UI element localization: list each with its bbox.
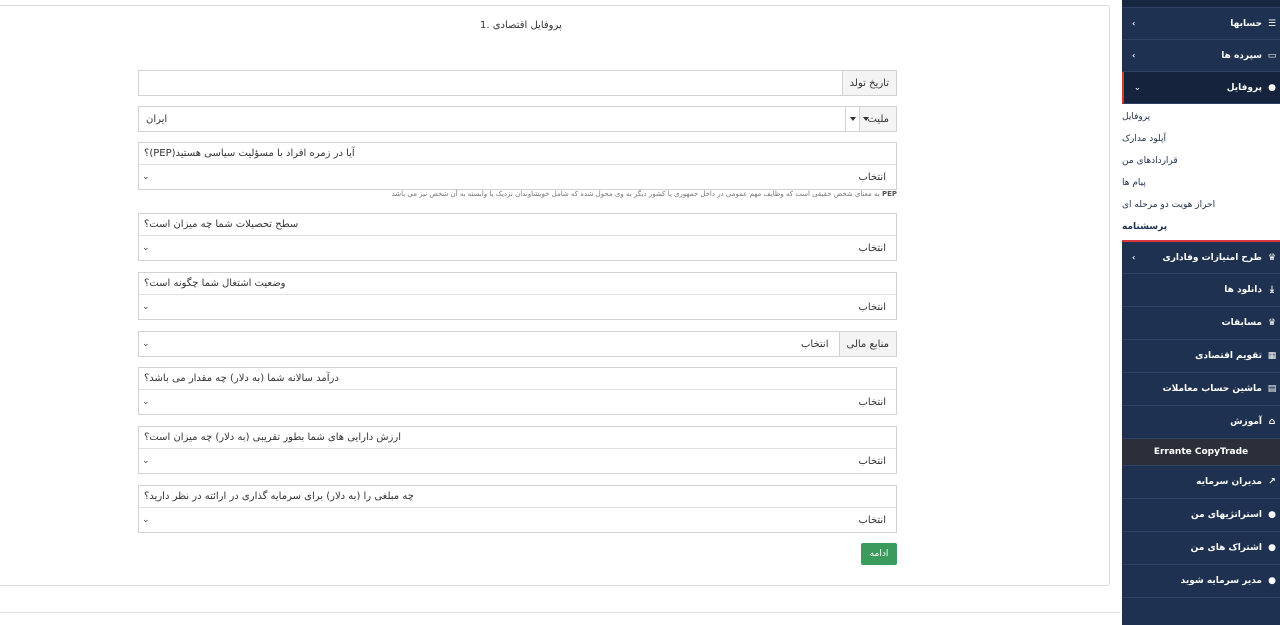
annual-income-question: درآمد سالانه شما (به دلار) چه مقدار می باشد؟ bbox=[139, 368, 896, 390]
nationality-caret-box[interactable] bbox=[845, 107, 861, 131]
chevron-down-icon: ⌄ bbox=[142, 456, 150, 466]
chevron-down-icon: ⌄ bbox=[142, 515, 150, 525]
financial-sources-group bbox=[138, 331, 897, 357]
trophy-icon: ♛ bbox=[1267, 252, 1277, 263]
sidebar-item-label: ماشین حساب معاملات bbox=[1162, 384, 1262, 394]
sidebar-item-money-managers[interactable] bbox=[1122, 466, 1280, 499]
caret-down-icon bbox=[850, 117, 856, 121]
employment-group bbox=[138, 272, 897, 320]
sidebar-item-label: حسابها bbox=[1230, 18, 1262, 29]
sidebar-item-my-strategies[interactable] bbox=[1122, 499, 1280, 532]
sidebar-item-label: مدیران سرمایه bbox=[1196, 477, 1262, 487]
sidebar-item-contests[interactable] bbox=[1122, 307, 1280, 340]
annual-income-value: انتخاب bbox=[858, 396, 886, 408]
assets-question: ارزش دارایی های شما بطور تقریبی (به دلار) چه میزان است؟ bbox=[139, 427, 896, 449]
pep-note: PEP به معنای شخص حقیقی است که وظایف مهم عمومی در داخل جمهوری یا کشور دیگر به وی محول شده که شامل خویشاوندان نزدیک یا وابسته به آن شخص نیز می باشد bbox=[391, 190, 897, 198]
submenu-item-messages[interactable]: پیام ها bbox=[1122, 178, 1146, 188]
assets-value: انتخاب bbox=[858, 455, 886, 467]
pep-question: ؟(PEP)آیا در زمره افراد با مسؤلیت سیاسی هستید bbox=[139, 143, 896, 165]
sidebar-item-profile[interactable] bbox=[1122, 72, 1280, 104]
divider bbox=[0, 612, 1121, 613]
sidebar-item-label: اشتراک های من bbox=[1190, 543, 1262, 553]
investment-select[interactable] bbox=[139, 508, 896, 532]
sidebar-item-deposits[interactable] bbox=[1122, 40, 1280, 72]
form-title: 1. پروفایل اقتصادی bbox=[480, 20, 562, 31]
employment-value: انتخاب bbox=[858, 301, 886, 313]
sidebar-item-my-subscriptions[interactable] bbox=[1122, 532, 1280, 565]
wallet-icon: ▭ bbox=[1267, 50, 1277, 61]
sidebar-item-trading-calculator[interactable] bbox=[1122, 373, 1280, 406]
users-icon: ● bbox=[1268, 543, 1276, 553]
investment-question: چه مبلغی را (به دلار) برای سرمایه گذاری در ارائته در نظر دارید؟ bbox=[139, 486, 896, 508]
sidebar-item-label: مدیر سرمایه شوید bbox=[1180, 576, 1262, 586]
employment-select[interactable] bbox=[139, 295, 896, 319]
education-question: سطح تحصیلات شما چه میزان است؟ bbox=[139, 214, 896, 236]
sidebar-item-loyalty[interactable] bbox=[1122, 242, 1280, 274]
download-icon: ⤓ bbox=[1270, 285, 1274, 295]
assets-select[interactable] bbox=[139, 449, 896, 473]
institution-icon: ⌂ bbox=[1268, 417, 1276, 427]
pep-value: انتخاب bbox=[858, 171, 886, 183]
annual-income-group bbox=[138, 367, 897, 415]
sidebar-item-accounts[interactable] bbox=[1122, 8, 1280, 40]
chevron-down-icon: ⌄ bbox=[142, 172, 150, 182]
sidebar-item-label: پروفایل bbox=[1226, 82, 1262, 93]
nationality-group bbox=[138, 106, 897, 132]
sidebar-item-label: استراتژیهای من bbox=[1190, 510, 1262, 520]
pep-select[interactable] bbox=[139, 165, 896, 189]
financial-sources-value: انتخاب bbox=[801, 338, 829, 350]
chevron-left-icon: ‹ bbox=[1132, 51, 1136, 60]
sidebar-item-education[interactable] bbox=[1122, 406, 1280, 439]
chevron-down-icon: ⌄ bbox=[1134, 83, 1141, 92]
birth-date-group bbox=[138, 70, 897, 96]
birth-date-label: تاریخ تولد bbox=[842, 71, 896, 95]
caret-down-icon bbox=[863, 117, 869, 121]
sidebar-item-label: آموزش bbox=[1230, 417, 1262, 427]
sidebar-item-label: تقویم اقتصادی bbox=[1195, 351, 1262, 361]
nationality-value: ایران bbox=[146, 113, 168, 125]
calculator-icon: ▤ bbox=[1267, 384, 1277, 394]
pep-group bbox=[138, 142, 897, 190]
annual-income-select[interactable] bbox=[139, 390, 896, 414]
birth-date-input[interactable] bbox=[139, 71, 842, 95]
investment-group bbox=[138, 485, 897, 533]
chevron-down-icon: ⌄ bbox=[142, 302, 150, 312]
continue-button[interactable]: ادامه bbox=[861, 543, 897, 565]
chevron-down-icon: ⌄ bbox=[142, 339, 150, 349]
employment-question: وضعیت اشتغال شما چگونه است؟ bbox=[139, 273, 896, 295]
nationality-label: ملیت bbox=[859, 107, 896, 131]
assets-group bbox=[138, 426, 897, 474]
chevron-down-icon: ⌄ bbox=[142, 397, 150, 407]
submenu-item-my-contracts[interactable]: قراردادهای من bbox=[1122, 156, 1178, 166]
investment-value: انتخاب bbox=[858, 514, 886, 526]
user-plus-icon: ● bbox=[1268, 576, 1276, 586]
sidebar bbox=[1122, 0, 1280, 625]
user-icon: ● bbox=[1268, 82, 1276, 93]
sidebar-top-strip bbox=[1122, 0, 1280, 8]
financial-sources-select[interactable] bbox=[139, 332, 839, 356]
sidebar-item-label: مسابقات bbox=[1221, 318, 1262, 328]
list-icon: ☰ bbox=[1267, 18, 1277, 29]
sidebar-item-become-manager[interactable] bbox=[1122, 565, 1280, 598]
nationality-select[interactable] bbox=[139, 107, 859, 131]
sidebar-item-economic-calendar[interactable] bbox=[1122, 340, 1280, 373]
financial-sources-label: منابع مالی bbox=[839, 332, 897, 356]
education-select[interactable] bbox=[139, 236, 896, 260]
sidebar-item-label: سپرده ها bbox=[1221, 50, 1262, 61]
chevron-left-icon: ‹ bbox=[1132, 253, 1136, 262]
profile-submenu bbox=[1122, 104, 1280, 240]
trophy-icon: ♛ bbox=[1267, 318, 1277, 328]
user-cog-icon: ● bbox=[1268, 510, 1276, 520]
calendar-icon: ▦ bbox=[1267, 351, 1277, 361]
submenu-item-questionnaire[interactable]: پرسشنامه bbox=[1122, 222, 1168, 232]
copytrade-header: Errante CopyTrade bbox=[1122, 439, 1280, 466]
submenu-item-profile[interactable]: پروفایل bbox=[1122, 112, 1151, 122]
education-group bbox=[138, 213, 897, 261]
submenu-item-two-factor[interactable]: احراز هویت دو مرحله ای bbox=[1122, 200, 1216, 210]
chevron-left-icon: ‹ bbox=[1132, 19, 1136, 28]
education-value: انتخاب bbox=[858, 242, 886, 254]
chart-icon: ↗ bbox=[1268, 477, 1276, 487]
sidebar-item-downloads[interactable] bbox=[1122, 274, 1280, 307]
chevron-down-icon: ⌄ bbox=[142, 243, 150, 253]
sidebar-item-label: دانلود ها bbox=[1224, 285, 1262, 295]
submenu-item-upload-documents[interactable]: آپلود مدارک bbox=[1122, 134, 1166, 144]
sidebar-item-label: طرح امتیازات وفاداری bbox=[1162, 252, 1262, 263]
